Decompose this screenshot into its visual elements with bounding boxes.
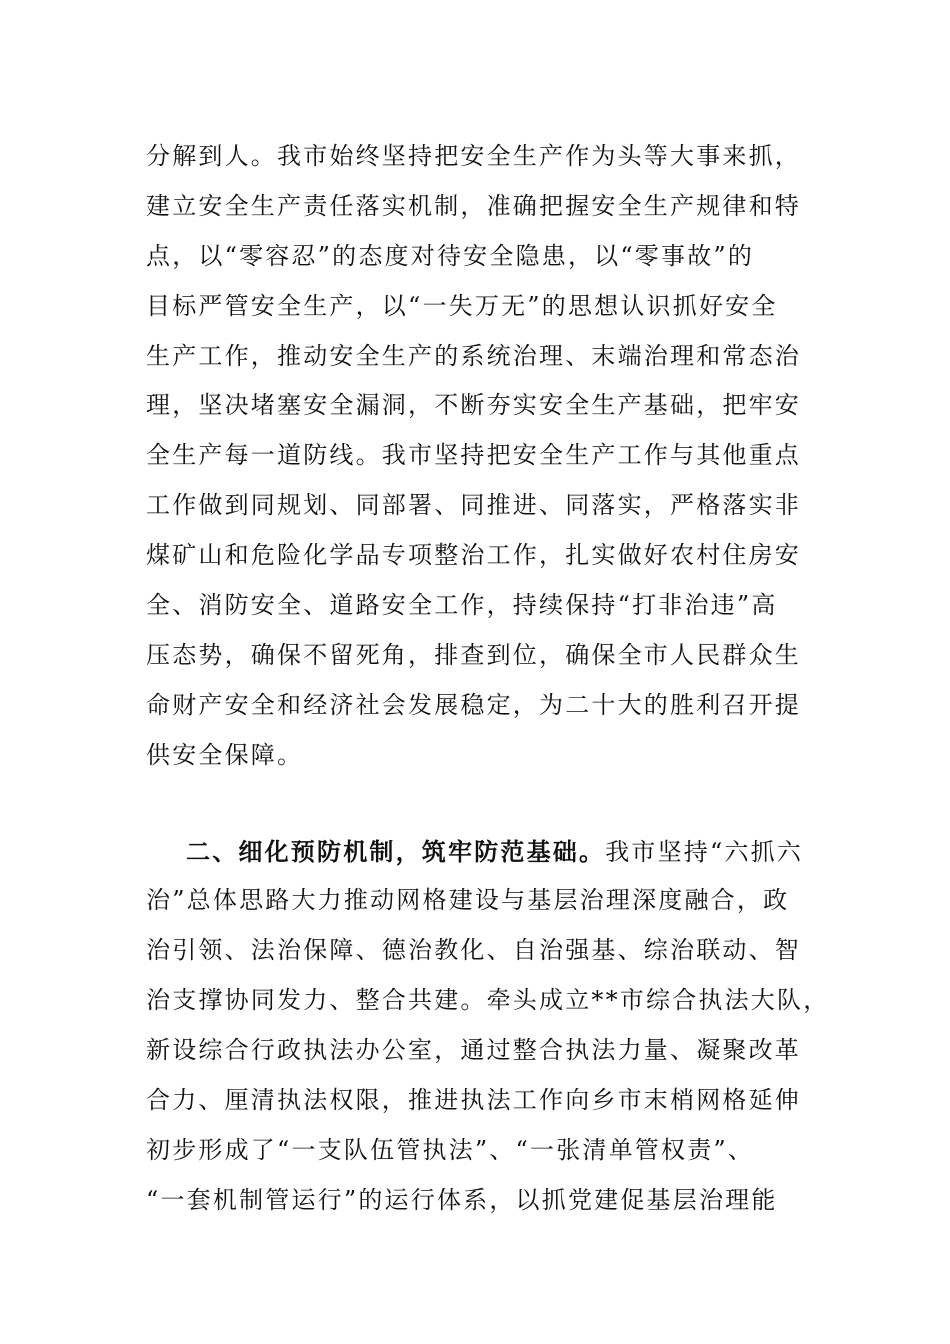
document-body [146,132,830,1226]
text-span: 我市坚持“六抓六 [605,837,804,866]
section-heading: 二、细化预防机制，筑牢防范基础。 [186,836,606,866]
text-line: 点，以“零容忍”的态度对待安全隐患，以“零事故”的 [146,241,755,270]
text-line: 治引领、法治保障、德治教化、自治强基、综治联动、智 [146,936,801,965]
text-line: 工作做到同规划、同部署、同推进、同落实，严格落实非 [146,491,801,520]
text-line: “一套机制管运行”的运行体系，以抓党建促基层治理能 [146,1185,778,1214]
paragraph-first-line [146,827,826,877]
text-line: 煤矿山和危险化学品专项整治工作，扎实做好农村住房安 [146,541,801,570]
text-line: 压态势，确保不留死角，排查到位，确保全市人民群众生 [146,640,801,669]
text-line: 分解到人。我市始终坚持把安全生产作为头等大事来抓， [146,142,801,170]
text-line: 全生产每一道防线。我市坚持把安全生产工作与其他重点 [146,441,801,470]
paragraph-gap [146,781,826,827]
text-line: 理，坚决堵塞安全漏洞，不断夯实安全生产基础，把牢安 [146,391,801,420]
text-line: 生产工作，推动安全生产的系统治理、末端治理和常态治 [146,341,801,370]
text-line: 目标严管安全生产，以“一失万无”的思想认识抓好安全 [146,291,778,320]
text-line: 治”总体思路大力推动网格建设与基层治理深度融合，政 [146,886,790,915]
text-line: 合力、厘清执法权限，推进执法工作向乡市末梢网格延伸 [146,1086,801,1115]
text-line: 初步形成了“一支队伍管执法”、“一张清单管权责”、 [146,1135,755,1164]
text-line: 命财产安全和经济社会发展稳定，为二十大的胜利召开提 [146,690,801,719]
text-line: 供安全保障。 [146,740,304,769]
text-line: 全、消防安全、道路安全工作，持续保持“打非治违”高 [146,591,778,620]
text-line: 新设综合行政执法办公室，通过整合执法力量、凝聚改革 [146,1036,801,1065]
text-line: 建立安全生产责任落实机制，准确把握安全生产规律和特 [146,191,801,220]
text-line: 治支撑协同发力、整合共建。牵头成立**市综合执法大队， [146,986,830,1015]
